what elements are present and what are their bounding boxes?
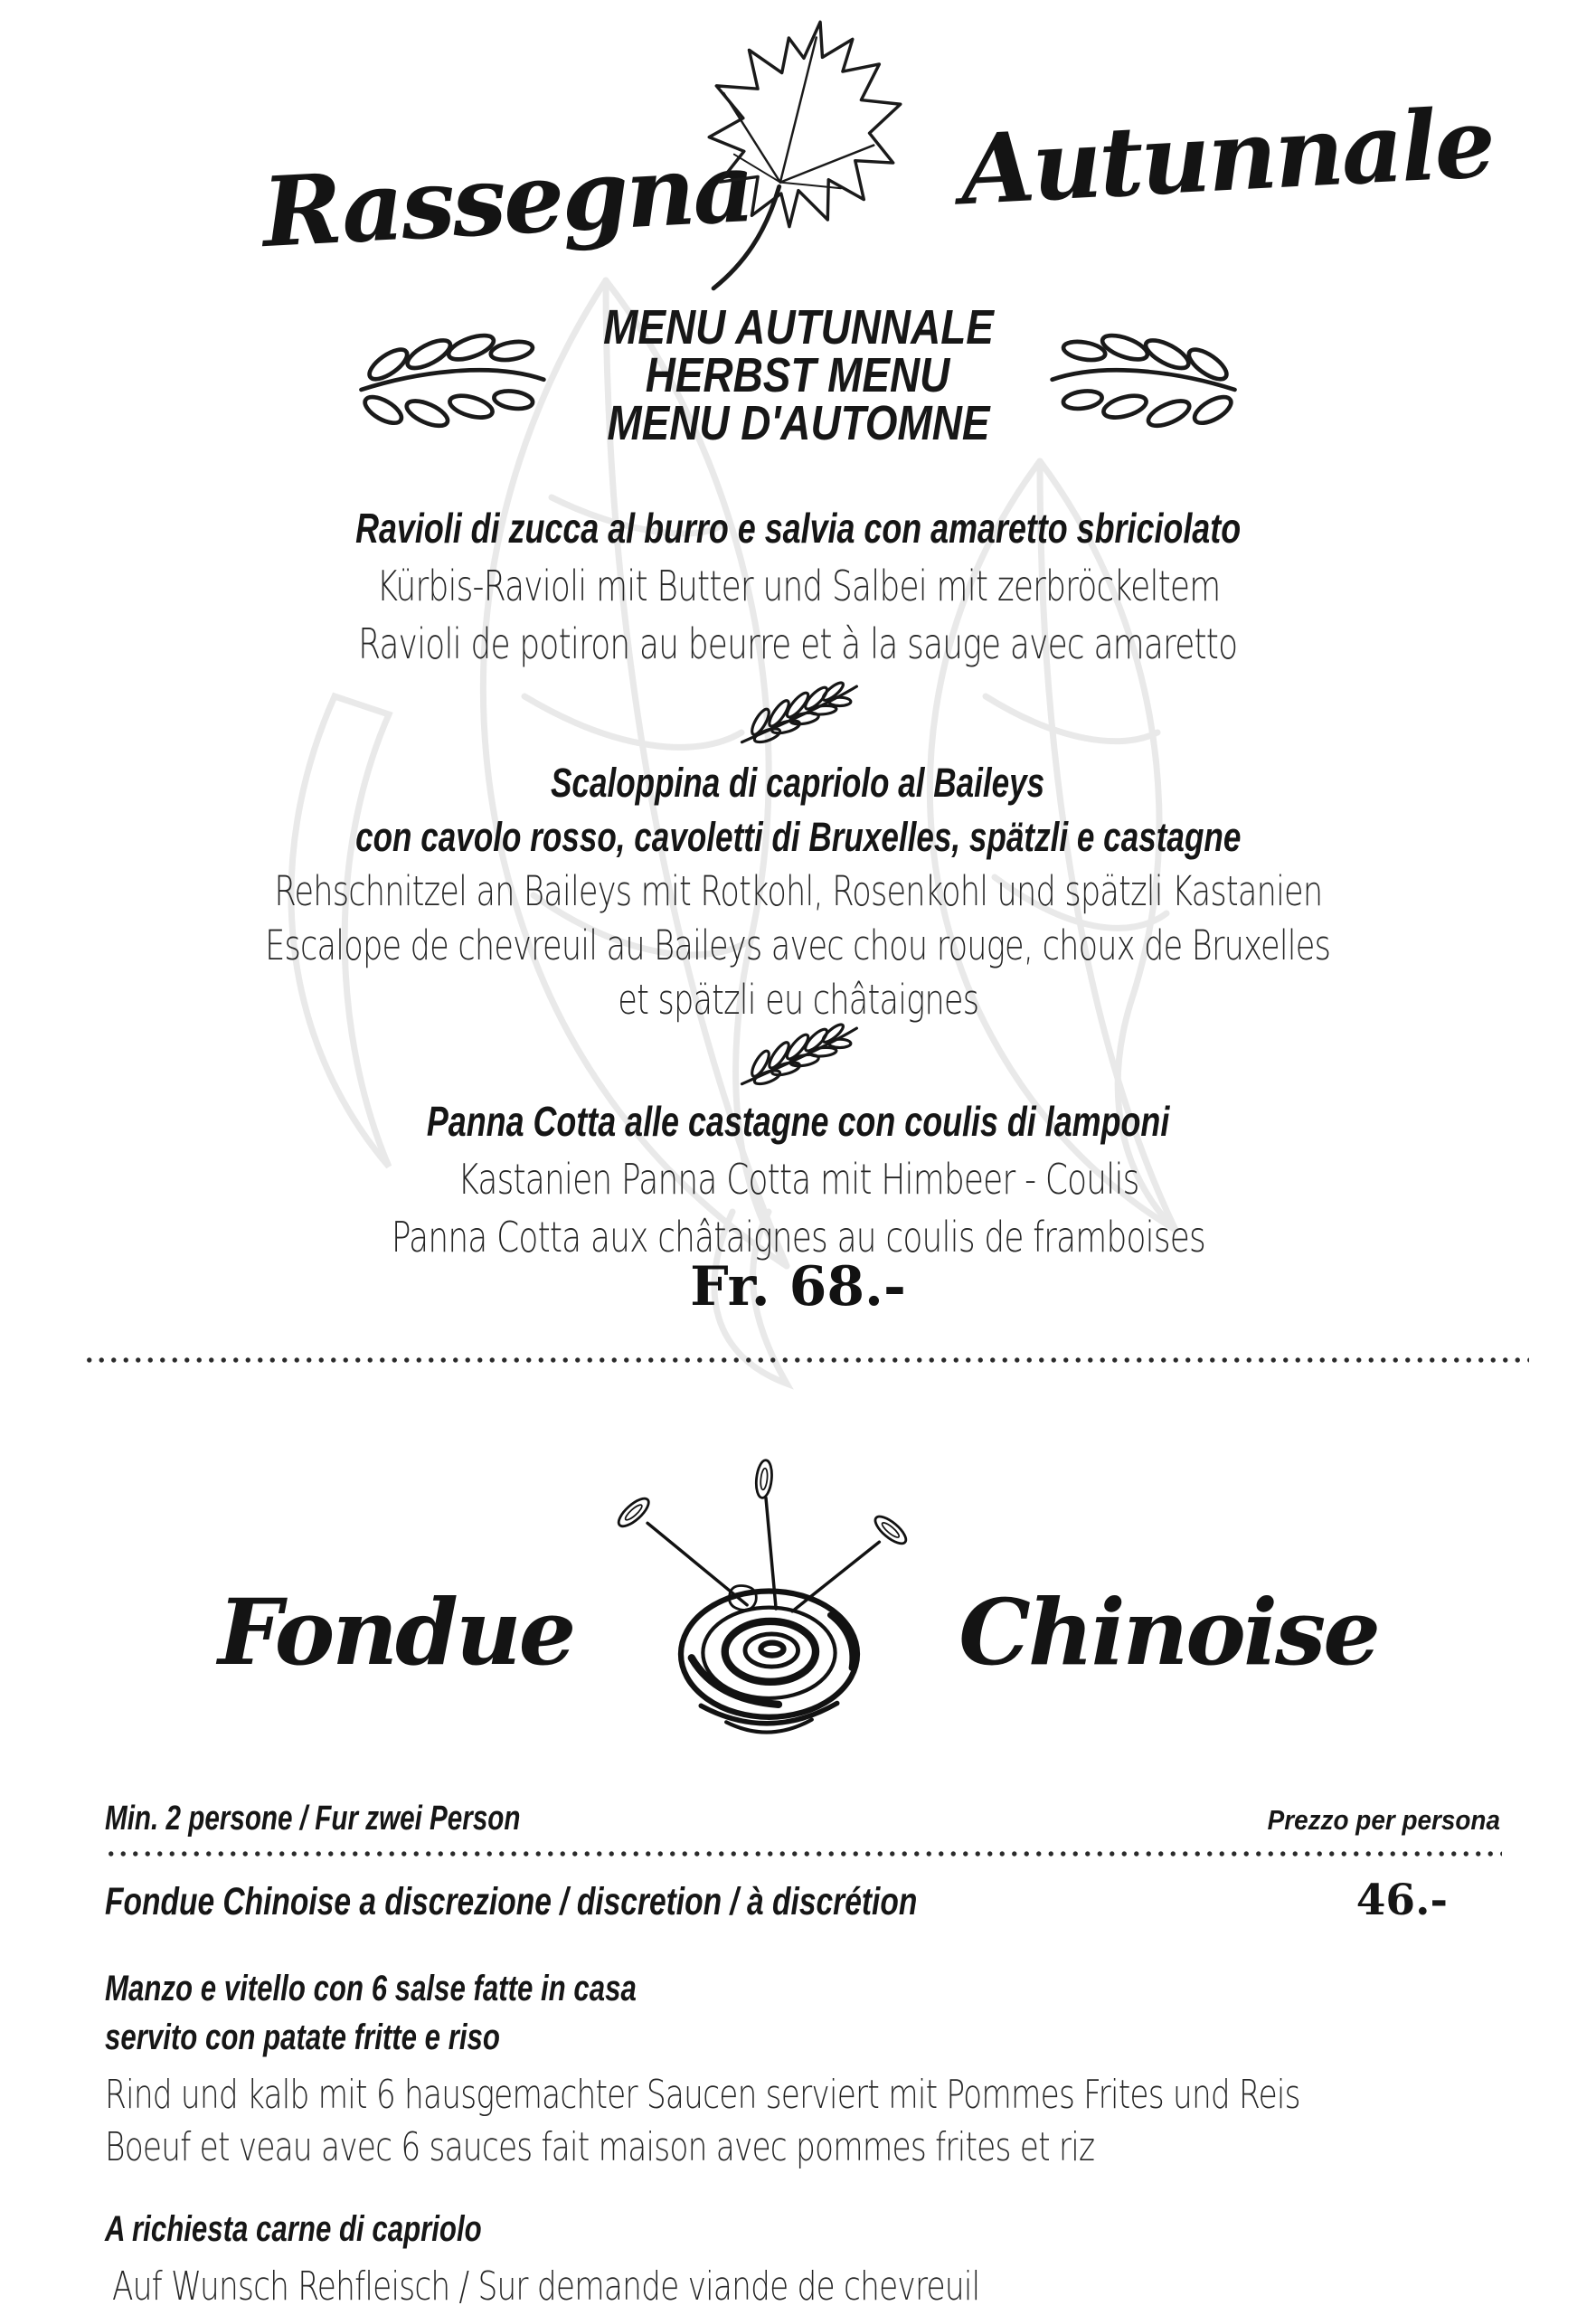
course-2-desc-fr-1: Escalope de chevreuil au Baileys avec chou rouge, choux de Bruxelles	[265, 921, 1331, 969]
maple-leaf-icon	[615, 5, 959, 307]
dotted-divider-2	[105, 1850, 1502, 1857]
laurel-right-icon	[1047, 308, 1242, 444]
fondue-item-row	[105, 1876, 1500, 1925]
fondue-extra-bold-line: A richiesta carne di capriolo	[105, 2209, 482, 2249]
sprig-divider-2	[0, 1016, 1596, 1097]
menu-header-line-1: MENU AUTUNNALE	[602, 300, 994, 354]
menu-header-line-2: HERBST MENU	[646, 348, 950, 402]
fondue-pot-icon	[590, 1446, 942, 1743]
main-title-left: Rassegna	[260, 129, 755, 269]
course-3-title: Panna Cotta alle castagne con coulis di lamponi	[426, 1098, 1170, 1145]
course-3-desc-de: Kastanien Panna Cotta mit Himbeer - Coulis	[457, 1155, 1139, 1204]
course-2-title-2: con cavolo rosso, cavoletti di Bruxelles, spätzli e castagne	[354, 814, 1242, 860]
fondue-extra-light-line: Auf Wunsch Rehfleisch / Sur demande viande de chevreuil	[112, 2263, 980, 2310]
fondue-title-right: Chinoise	[959, 1579, 1378, 1686]
dotted-divider-1	[83, 1356, 1529, 1364]
menu-price: Fr. 68.-	[690, 1255, 906, 1318]
menu-header-lines	[569, 300, 1028, 450]
fondue-min-row	[105, 1800, 1500, 1838]
fondue-item-label: Fondue Chinoise a discrezione / discretion / à discrétion	[105, 1880, 918, 1923]
course-1-title: Ravioli di zucca al burro e salvia con amaretto sbriciolato	[354, 505, 1242, 552]
sprig-icon	[735, 1016, 862, 1092]
course-3-desc-fr: Panna Cotta aux châtaignes au coulis de framboises	[391, 1213, 1205, 1261]
sprig-icon	[735, 675, 862, 751]
fondue-detail-light-fr: Boeuf et veau avec 6 sauces fait maison avec pommes frites et riz	[105, 2124, 1095, 2170]
course-3	[0, 1092, 1596, 1266]
fondue-extra-bold	[105, 2205, 1500, 2254]
fondue-title-left: Fondue	[218, 1579, 574, 1686]
fondue-min-note: Min. 2 persone / Fur zwei Person	[105, 1800, 521, 1838]
fondue-detail-light-de: Rind und kalb mit 6 hausgemachter Saucen serviert mit Pommes Frites und Reis	[105, 2072, 1300, 2118]
fondue-extra-light	[112, 2261, 1500, 2313]
fondue-details-light	[105, 2069, 1500, 2174]
fondue-details-bold	[105, 1964, 1500, 2062]
course-1-desc-de: Kürbis-Ravioli mit Butter und Salbei mit zerbröckeltem	[376, 562, 1220, 610]
fondue-item-price: 46.-	[1355, 1876, 1448, 1925]
main-title-right: Autunnale	[958, 85, 1496, 227]
laurel-left-icon	[354, 308, 549, 444]
menu-header-line-3: MENU D'AUTOMNE	[606, 396, 990, 450]
course-2-desc-de: Rehschnitzel an Baileys mit Rotkohl, Rosenkohl und spätzli Kastanien	[274, 867, 1322, 915]
course-1	[0, 499, 1596, 673]
course-2-desc-fr-2: et spätzli eu châtaignes	[618, 976, 978, 1024]
course-2	[0, 756, 1596, 1027]
fondue-title-row	[0, 1400, 1596, 1789]
sprig-divider-1	[0, 675, 1596, 755]
fondue-detail-bold-1: Manzo e vitello con 6 salse fatte in casa	[105, 1969, 637, 2008]
course-2-title-1: Scaloppina di capriolo al Baileys	[551, 760, 1045, 806]
fondue-detail-bold-2: servito con patate fritte e riso	[105, 2017, 500, 2057]
price-column-header: Prezzo per persona	[1267, 1804, 1500, 1836]
menu-header	[0, 300, 1596, 450]
course-1-desc-fr: Ravioli de potiron au beurre et à la sauge avec amaretto	[358, 619, 1238, 668]
